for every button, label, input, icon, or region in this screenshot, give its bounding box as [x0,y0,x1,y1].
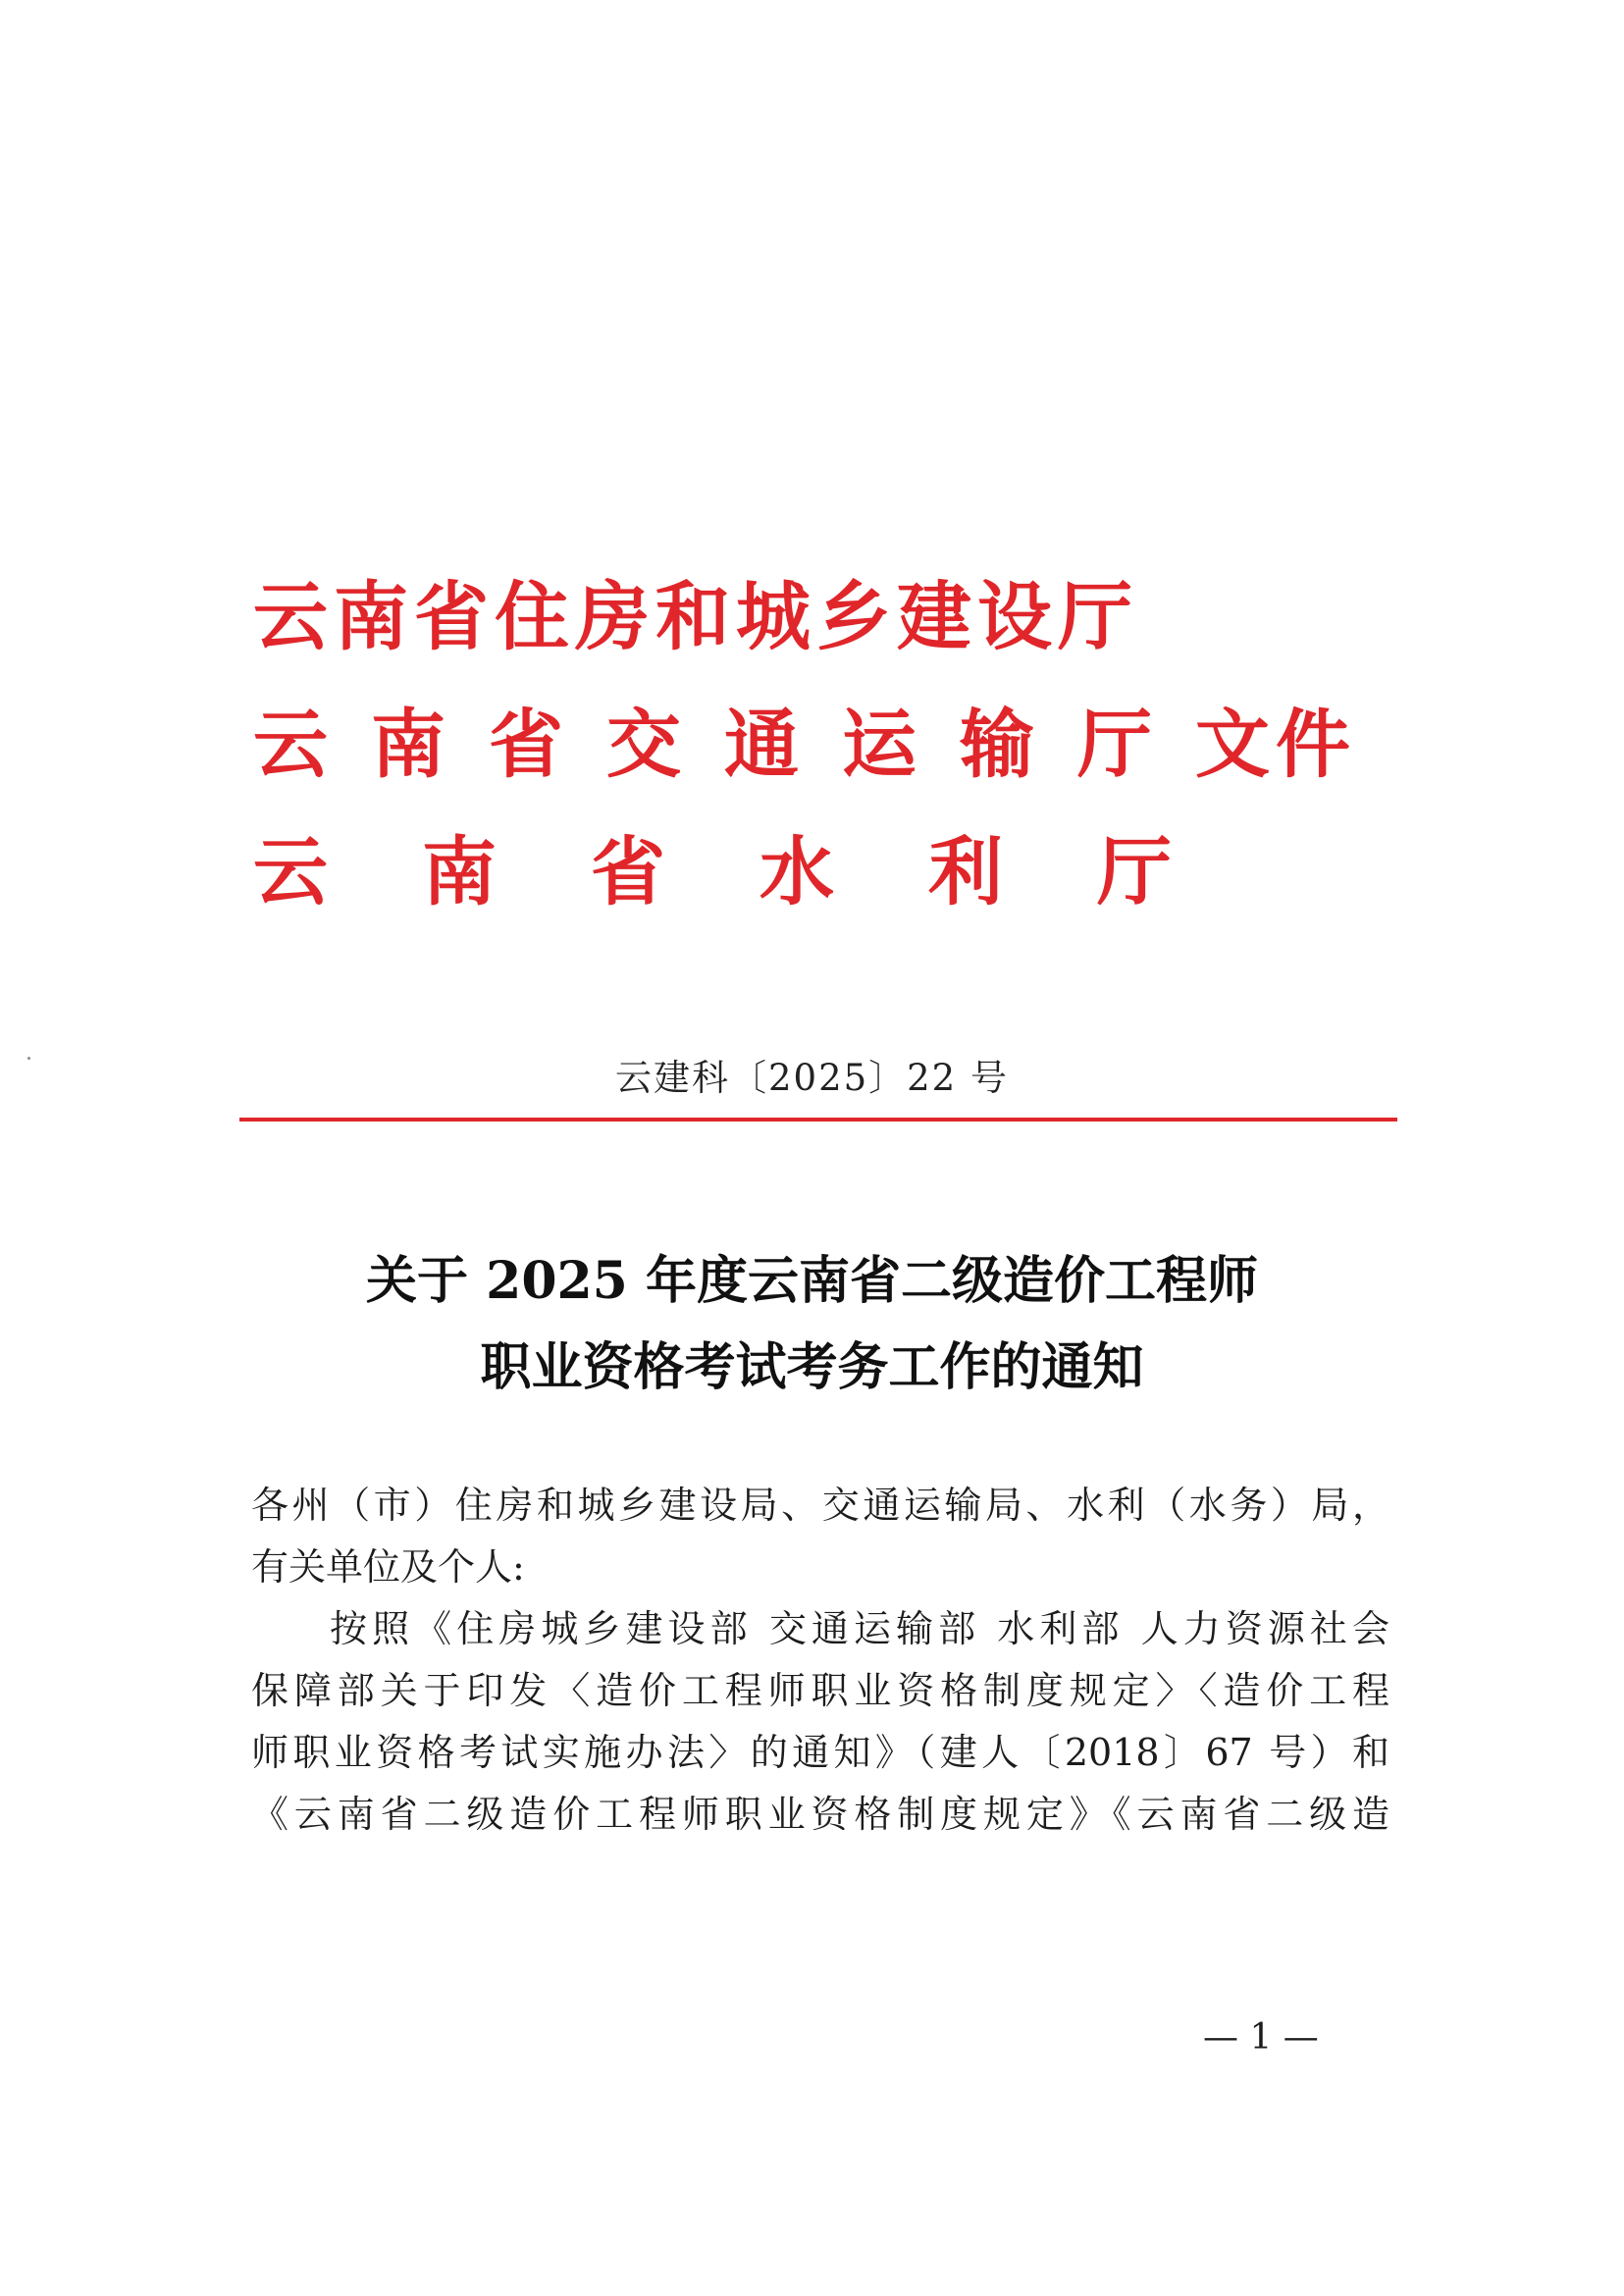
header-char: 设 [977,573,1052,660]
header-char: 云 [253,573,328,660]
header-char: 厅 [1058,573,1132,660]
title-line-2: 职业资格考试考务工作的通知 [480,1337,1144,1397]
header-char: 厅 [1097,828,1172,915]
header-char: 建 [897,573,971,660]
title-line-1: 关于 2025 年度云南省二级造价工程师 [366,1251,1258,1311]
paragraph-line: 按照《住房城乡建设部 交通运输部 水利部 人力资源社会 [330,1607,1389,1650]
header-char: 云 [253,701,328,788]
header-char: 城 [736,573,811,660]
header-char: 省 [414,573,489,660]
header-char: 和 [655,573,730,660]
paragraph-line: 《云南省二级造价工程师职业资格制度规定》《云南省二级造 [251,1793,1389,1836]
header-char: 交 [606,701,681,788]
authority-line-water [253,829,1391,915]
header-char: 房 [575,573,650,660]
header-char: 水 [760,828,834,915]
header-char: 厅 [1077,701,1152,788]
header-char: 南 [422,828,497,915]
header-char: 利 [928,828,1003,915]
page-number: — 1 — [1203,2017,1319,2058]
authority-line-transport [253,702,1391,788]
document-title [0,1238,1624,1411]
header-char: 南 [334,573,408,660]
header-char: 文 [1195,701,1270,788]
red-separator-line [239,1118,1397,1122]
document-number: 云建科〔2025〕22 号 [614,1057,1009,1099]
header-char: 省 [489,701,563,788]
addressee-line: 各州（市）住房和城乡建设局、交通运输局、水利（水务）局， [251,1484,1389,1527]
header-char: 输 [960,701,1034,788]
document-suffix [1195,701,1356,788]
document-body [251,1475,1389,1846]
authority-line-housing [253,574,1391,660]
header-char: 南 [371,701,445,788]
header-char: 云 [253,828,328,915]
paragraph-line: 师职业资格考试实施办法〉的通知》（建人〔2018〕67 号）和 [251,1731,1389,1774]
issuing-authorities-header [253,574,1391,957]
header-char: 通 [724,701,799,788]
header-char: 省 [591,828,665,915]
header-char: 件 [1276,701,1350,788]
header-char: 住 [495,573,569,660]
header-char: 运 [842,701,917,788]
paragraph-line: 保障部关于印发〈造价工程师职业资格制度规定〉〈造价工程 [251,1669,1389,1712]
addressee-line: 有关单位及个人: [251,1545,525,1589]
header-char: 乡 [816,573,891,660]
